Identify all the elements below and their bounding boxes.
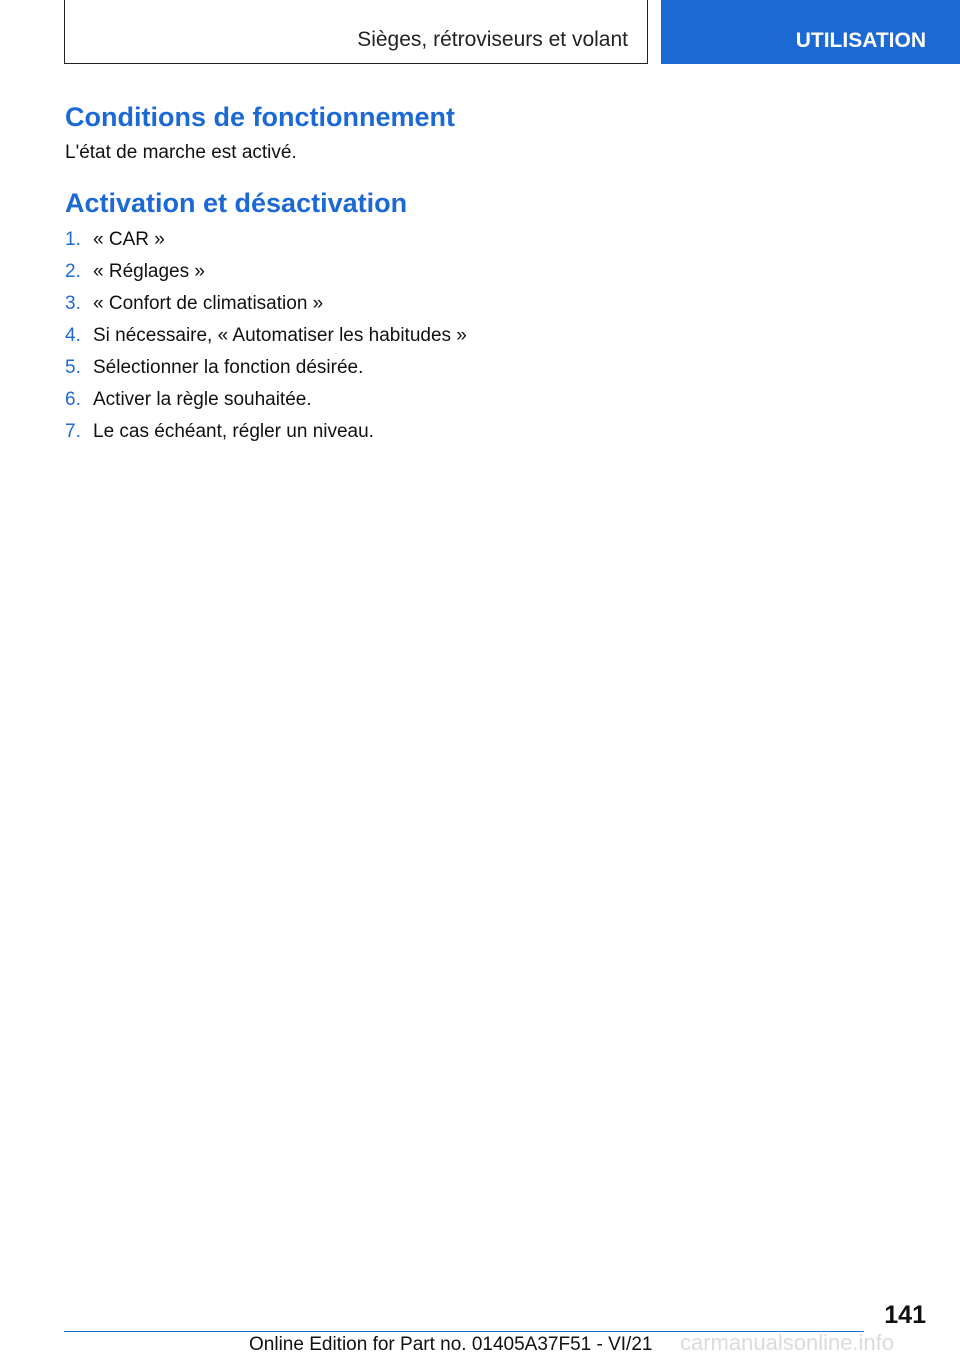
step-number: 1.: [65, 229, 81, 250]
step-number: 7.: [65, 421, 81, 442]
step-text: « CAR »: [93, 229, 165, 250]
steps-list: [65, 228, 467, 452]
step-number: 6.: [65, 389, 81, 410]
list-item: [65, 292, 467, 324]
step-number: 5.: [65, 357, 81, 378]
list-item: [65, 228, 467, 260]
list-item: [65, 260, 467, 292]
step-text: Si nécessaire, « Automatiser les habitudes »: [93, 325, 467, 346]
watermark: carmanualsonline.info: [680, 1330, 895, 1355]
heading-conditions: Conditions de fonctionnement: [65, 102, 455, 132]
step-text: Activer la règle souhaitée.: [93, 389, 312, 410]
step-text: Le cas échéant, régler un niveau.: [93, 421, 374, 442]
heading-activation: Activation et désactivation: [65, 188, 408, 218]
header-section-title: Sièges, rétroviseurs et volant: [357, 28, 628, 51]
list-item: [65, 388, 467, 420]
list-item: [65, 356, 467, 388]
list-item: [65, 420, 467, 452]
chapter-tab-label: UTILISATION: [795, 29, 926, 52]
page-number: 141: [884, 1301, 926, 1329]
step-number: 2.: [65, 261, 81, 282]
step-text: « Confort de climatisation »: [93, 293, 324, 314]
step-number: 3.: [65, 293, 81, 314]
conditions-text: L'état de marche est activé.: [65, 142, 297, 163]
footer-edition: Online Edition for Part no. 01405A37F51 - VI/21: [249, 1334, 653, 1355]
list-item: [65, 324, 467, 356]
step-number: 4.: [65, 325, 81, 346]
chapter-tab[interactable]: [661, 0, 960, 64]
step-text: Sélectionner la fonction désirée.: [93, 357, 364, 378]
step-text: « Réglages »: [93, 261, 205, 282]
